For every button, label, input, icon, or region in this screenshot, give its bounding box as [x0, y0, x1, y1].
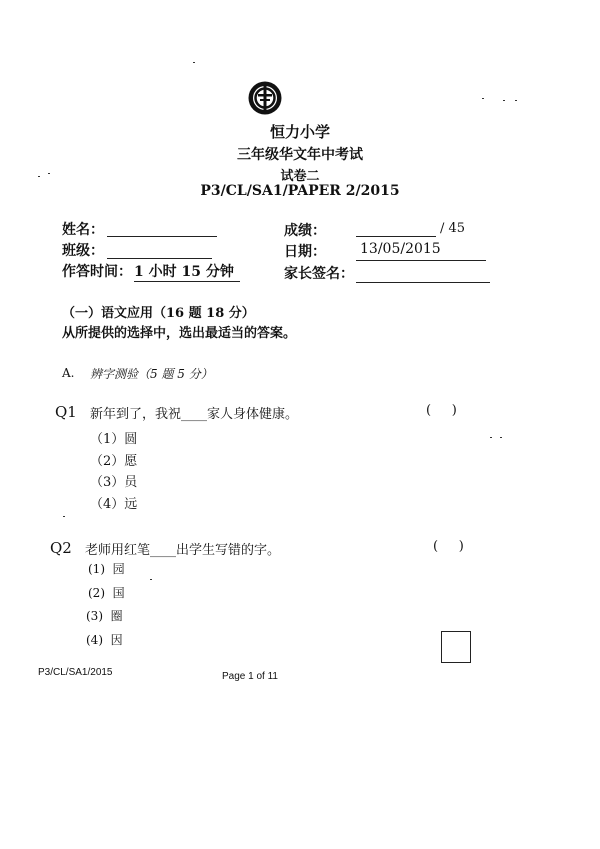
option: （1）圆 — [90, 432, 138, 447]
option: （3）员 — [90, 475, 138, 490]
time-label: 作答时间： — [62, 264, 132, 280]
scan-speck — [503, 100, 505, 101]
question-text: 新年到了，我祝____家人身体健康。 — [90, 407, 299, 422]
scan-speck — [38, 176, 40, 177]
date-value: 13/05/2015 — [360, 241, 441, 257]
option: (1) 园 — [88, 562, 125, 576]
part-label: A. — [62, 366, 75, 380]
score-total: / 45 — [440, 221, 466, 236]
school-name: 恒力小学 — [269, 123, 330, 141]
school-logo — [247, 80, 283, 116]
score-box — [441, 631, 471, 663]
score-line — [356, 236, 436, 237]
option: （4）远 — [90, 497, 138, 512]
section-title: （一）语文应用（16 题 18 分） — [62, 306, 255, 321]
answer-parenthesis: ( ) — [426, 403, 457, 418]
option: (4) 因 — [86, 633, 123, 647]
scan-speck — [48, 173, 50, 174]
date-line — [356, 260, 486, 261]
scan-speck — [500, 437, 502, 438]
option: (2) 国 — [88, 586, 125, 600]
footer-code: P3/CL/SA1/2015 — [38, 667, 113, 678]
scan-speck — [63, 516, 65, 517]
name-label: 姓名： — [62, 222, 104, 238]
scan-speck — [150, 579, 152, 580]
question-number: Q2 — [50, 539, 72, 557]
section-instruction: 从所提供的选择中，选出最适当的答案。 — [62, 326, 297, 341]
parent-signature-label: 家长签名： — [284, 266, 354, 282]
class-label: 班级： — [62, 243, 104, 259]
option: （2）愿 — [90, 454, 138, 469]
date-label: 日期： — [284, 244, 326, 260]
time-value: 1 小时 15 分钟 — [134, 261, 240, 282]
paper-code: P3/CL/SA1/PAPER 2/2015 — [200, 183, 400, 199]
scan-speck — [193, 62, 195, 63]
answer-parenthesis: ( ) — [433, 539, 464, 554]
option: (3) 圈 — [86, 609, 123, 623]
question-number: Q1 — [55, 403, 77, 421]
name-line — [107, 236, 217, 237]
scan-speck — [490, 437, 492, 438]
parent-signature-line — [356, 282, 490, 283]
paper-title: 试卷二 — [280, 169, 320, 184]
question-text: 老师用红笔____出学生写错的字。 — [85, 543, 281, 558]
exam-title: 三年级华文年中考试 — [237, 147, 363, 163]
part-title: 辨字测验（5 题 5 分） — [90, 367, 213, 381]
page-number: Page 1 of 11 — [222, 671, 278, 682]
class-line — [107, 258, 212, 259]
scan-speck — [515, 100, 517, 101]
score-label: 成绩： — [284, 223, 326, 239]
scan-speck — [482, 98, 484, 99]
